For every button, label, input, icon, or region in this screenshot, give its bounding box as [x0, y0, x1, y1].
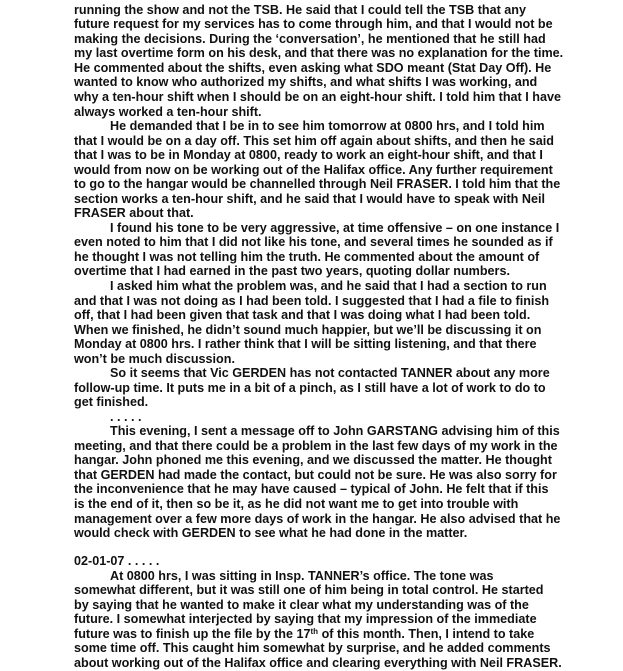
- text-line: overtime that I had earned in the past two years, quoting dollar numbers.: [74, 264, 510, 279]
- text-line: This evening, I sent a message off to John GARSTANG advising him of this: [110, 424, 560, 439]
- text-line: would check with GERDEN to see what he had done in the matter.: [74, 526, 468, 541]
- text-line: off, that I had been given that task and that I was doing what I had been told.: [74, 308, 531, 323]
- text-line: I asked him what the problem was, and he said that I had a section to run: [110, 278, 547, 293]
- text-line: somewhat different, but it was still one of him being in total control. He started: [74, 583, 544, 598]
- date-heading: 02-01-07 . . . . .: [74, 554, 160, 569]
- text-line: by saying that he wanted to make it clear what my understanding was of the: [74, 597, 529, 612]
- text-line: making the decisions. During the ‘conversation’, he mentioned that he still had: [74, 31, 546, 46]
- text-line: Monday at 0800 hrs. I rather think that I will be sitting listening, and that there: [74, 337, 537, 352]
- text-line: to go to the hangar would be channelled through Neil FRASER. I told him that the: [74, 177, 561, 192]
- text-line: my last overtime form on his desk, and that there was no explanation for the time.: [74, 46, 564, 61]
- text-line: and that I was not doing as I had been told. I suggested that I had a file to finish: [74, 293, 550, 308]
- text-line: always worked a ten-hour shift.: [74, 104, 262, 119]
- text-line: So it seems that Vic GERDEN has not contacted TANNER about any more: [110, 366, 550, 381]
- text-segment: of this month. Then, I intend to take: [318, 626, 535, 641]
- text-line: about working out of the Halifax office and clearing everything with Neil FRASER.: [74, 656, 562, 670]
- text-line: wanted to know who authorized my shifts, and what shifts I was working, and: [74, 75, 538, 90]
- text-line: management over a few more days of work in the hangar. He also advised that he: [74, 511, 561, 526]
- text-line: I found his tone to be very aggressive, at time offensive – on one instance I: [110, 220, 560, 235]
- text-line: even noted to him that I did not like his tone, and several times he sounded as if: [74, 235, 553, 250]
- text-line: running the show and not the TSB. He said that I could tell the TSB that any: [74, 2, 526, 17]
- section-separator: . . . . .: [110, 409, 142, 424]
- text-line: future request for my services has to come through him, and that I would not be: [74, 17, 553, 32]
- text-line: that I was to be in Monday at 0800, ready to work an eight-hour shift, and that I: [74, 148, 543, 163]
- text-line: future. I somewhat interjected by saying that my impression of the immediate: [74, 612, 537, 627]
- text-line: meeting, and that there could be a problem in the last few days of my work in the: [74, 438, 558, 453]
- text-line: won’t be much discussion.: [74, 351, 235, 366]
- text-line: would from now on be working out of the Halifax office. Any further requirement: [74, 162, 553, 177]
- text-line: he thought I was not telling him the truth. He commented about the amount of: [74, 249, 540, 264]
- text-line: that GERDEN had made the contact, but could not be sure. He was also sorry for: [74, 467, 557, 482]
- text-line: FRASER about that.: [74, 206, 194, 221]
- text-line: hangar. John phoned me this evening, and we discussed the matter. He thought: [74, 453, 552, 468]
- text-line: the inconvenience that he may have caused – typical of John. He felt that if this: [74, 482, 549, 497]
- text-line: When we finished, he didn’t sound much happier, but we’ll be discussing it on: [74, 322, 542, 337]
- text-segment: future was to finish up the file by the 17: [74, 626, 311, 641]
- text-line: section works a ten-hour shift, and he said that I would have to speak with Neil: [74, 191, 545, 206]
- text-line: He demanded that I be in to see him tomorrow at 0800 hrs, and I told him: [110, 119, 545, 134]
- text-line: some time off. This caught him somewhat by surprise, and he added comments: [74, 641, 551, 656]
- text-line: get finished.: [74, 395, 149, 410]
- text-line: He commented about the shifts, even asking what SDO meant (Stat Day Off). He: [74, 60, 552, 75]
- text-line: is the end of it, then so be it, as he did not want me to get into trouble with: [74, 497, 519, 512]
- text-line: that I would be on a day off. This set him off again about shifts, and then he said: [74, 133, 554, 148]
- ordinal-suffix: th: [310, 626, 319, 636]
- text-line: follow-up time. It puts me in a bit of a pinch, as I still have a lot of work to do to: [74, 380, 546, 395]
- text-line: At 0800 hrs, I was sitting in Insp. TANNER’s office. The tone was: [110, 568, 494, 583]
- text-line: why a ten-hour shift when I should be on an eight-hour shift. I told him that I have: [74, 90, 561, 105]
